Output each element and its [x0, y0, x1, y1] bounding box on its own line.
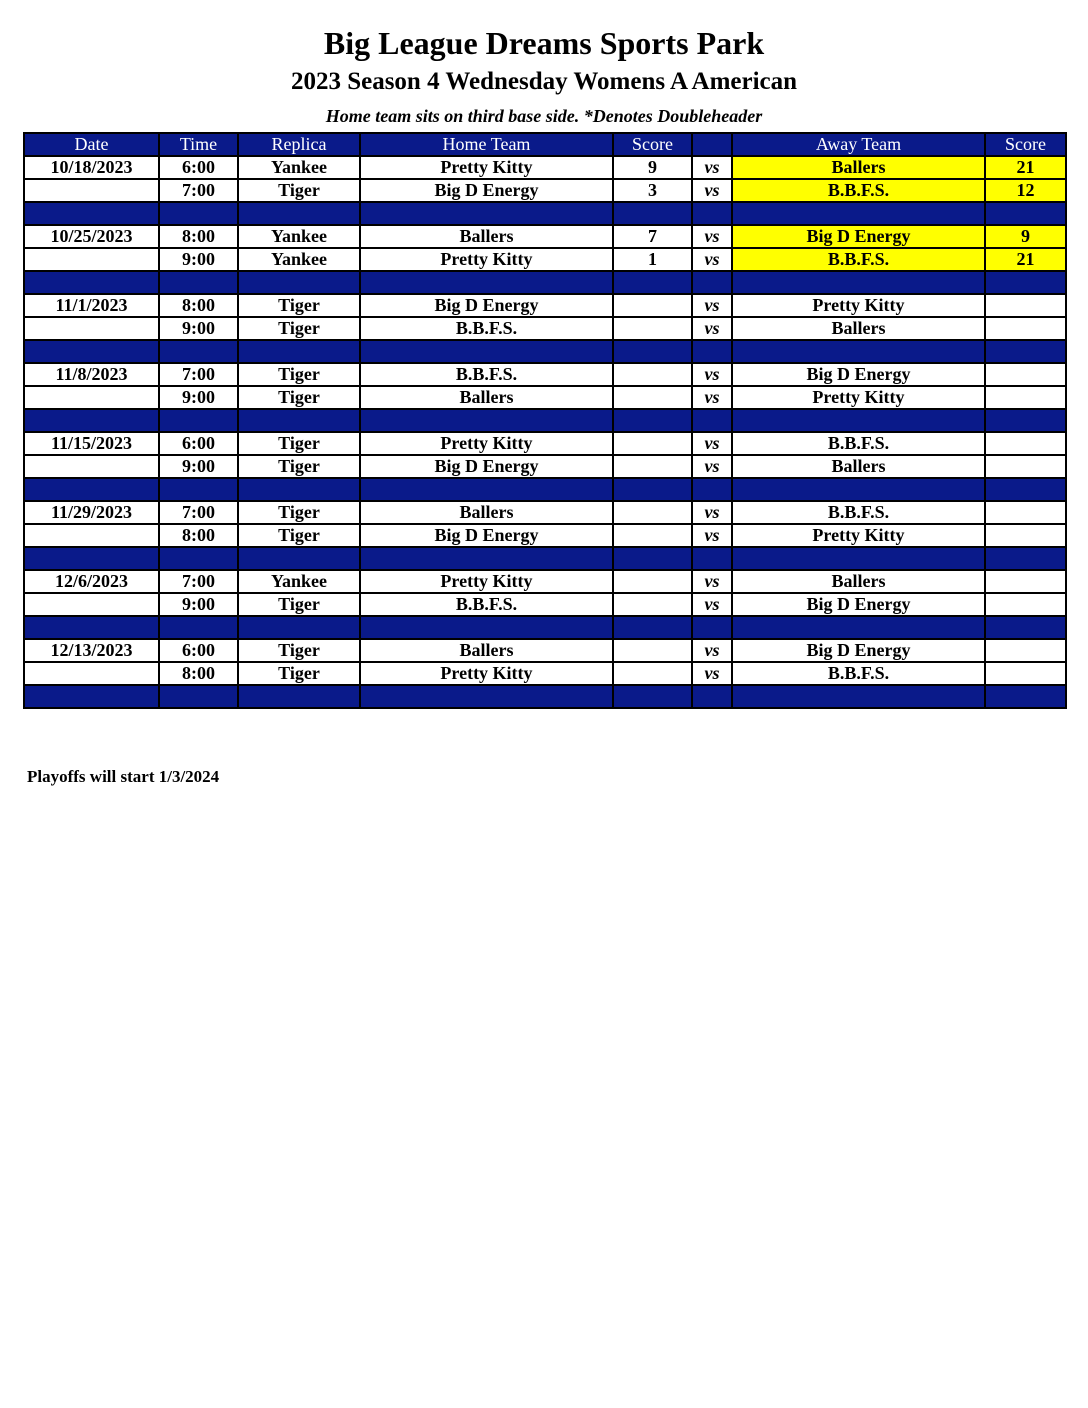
table-row — [24, 662, 1066, 685]
page-subtitle: 2023 Season 4 Wednesday Womens A American — [290, 68, 798, 95]
separator-row — [24, 616, 1066, 639]
home-team-cell: Big D Energy — [360, 455, 613, 478]
time-cell: 8:00 — [159, 662, 238, 685]
separator-cell — [985, 271, 1066, 294]
table-row — [24, 294, 1066, 317]
away-team-cell: Ballers — [732, 455, 985, 478]
separator-cell — [692, 547, 732, 570]
separator-cell — [613, 409, 692, 432]
vs-cell: vs — [692, 501, 732, 524]
separator-cell — [159, 340, 238, 363]
home-score-cell — [613, 317, 692, 340]
separator-cell — [24, 616, 159, 639]
vs-cell: vs — [692, 317, 732, 340]
date-cell — [24, 386, 159, 409]
separator-cell — [159, 478, 238, 501]
away-score-cell — [985, 662, 1066, 685]
separator-cell — [985, 409, 1066, 432]
date-cell: 11/29/2023 — [24, 501, 159, 524]
separator-cell — [238, 685, 360, 708]
replica-cell: Tiger — [238, 432, 360, 455]
away-team-cell: Big D Energy — [732, 639, 985, 662]
separator-cell — [360, 409, 613, 432]
home-score-cell: 1 — [613, 248, 692, 271]
away-score-cell — [985, 317, 1066, 340]
table-row — [24, 179, 1066, 202]
header-row — [24, 133, 1066, 156]
home-score-cell — [613, 662, 692, 685]
home-score-cell — [613, 386, 692, 409]
separator-cell — [238, 202, 360, 225]
time-cell: 8:00 — [159, 294, 238, 317]
away-score-cell — [985, 593, 1066, 616]
home-score-cell: 3 — [613, 179, 692, 202]
separator-row — [24, 547, 1066, 570]
home-score-cell — [613, 363, 692, 386]
separator-cell — [238, 478, 360, 501]
vs-cell: vs — [692, 432, 732, 455]
replica-cell: Tiger — [238, 317, 360, 340]
replica-cell: Tiger — [238, 294, 360, 317]
replica-cell: Tiger — [238, 662, 360, 685]
time-cell: 6:00 — [159, 432, 238, 455]
away-team-cell: Ballers — [732, 317, 985, 340]
time-cell: 6:00 — [159, 639, 238, 662]
separator-row — [24, 685, 1066, 708]
separator-cell — [692, 616, 732, 639]
date-cell — [24, 524, 159, 547]
away-score-cell: 9 — [985, 225, 1066, 248]
time-cell: 9:00 — [159, 248, 238, 271]
separator-cell — [238, 271, 360, 294]
playoffs-note: Playoffs will start 1/3/2024 — [27, 767, 220, 786]
column-header-date: Date — [24, 133, 159, 156]
table-row — [24, 432, 1066, 455]
home-team-cell: Ballers — [360, 639, 613, 662]
replica-cell: Yankee — [238, 248, 360, 271]
separator-cell — [692, 202, 732, 225]
separator-cell — [24, 409, 159, 432]
home-team-cell: Big D Energy — [360, 179, 613, 202]
separator-cell — [613, 616, 692, 639]
away-score-cell: 21 — [985, 156, 1066, 179]
home-team-cell: Pretty Kitty — [360, 156, 613, 179]
date-cell: 10/18/2023 — [24, 156, 159, 179]
separator-cell — [159, 685, 238, 708]
away-team-cell: Big D Energy — [732, 363, 985, 386]
separator-cell — [159, 271, 238, 294]
separator-cell — [159, 202, 238, 225]
separator-cell — [613, 547, 692, 570]
separator-cell — [692, 685, 732, 708]
separator-cell — [613, 685, 692, 708]
date-cell — [24, 593, 159, 616]
time-cell: 9:00 — [159, 455, 238, 478]
date-cell: 11/15/2023 — [24, 432, 159, 455]
away-team-cell: Pretty Kitty — [732, 524, 985, 547]
vs-cell: vs — [692, 639, 732, 662]
replica-cell: Tiger — [238, 455, 360, 478]
separator-cell — [985, 478, 1066, 501]
separator-cell — [360, 271, 613, 294]
time-cell: 7:00 — [159, 501, 238, 524]
page-title: Big League Dreams Sports Park — [323, 25, 765, 61]
separator-cell — [732, 685, 985, 708]
away-score-cell: 12 — [985, 179, 1066, 202]
separator-cell — [24, 340, 159, 363]
replica-cell: Tiger — [238, 386, 360, 409]
time-cell: 8:00 — [159, 225, 238, 248]
vs-cell: vs — [692, 225, 732, 248]
separator-cell — [238, 547, 360, 570]
home-team-cell: Big D Energy — [360, 524, 613, 547]
away-score-cell — [985, 363, 1066, 386]
away-score-cell — [985, 386, 1066, 409]
column-header-vs — [692, 133, 732, 156]
separator-row — [24, 271, 1066, 294]
time-cell: 7:00 — [159, 363, 238, 386]
separator-cell — [985, 202, 1066, 225]
replica-cell: Yankee — [238, 156, 360, 179]
separator-cell — [159, 616, 238, 639]
away-score-cell — [985, 639, 1066, 662]
home-score-cell — [613, 639, 692, 662]
replica-cell: Tiger — [238, 593, 360, 616]
home-team-cell: Ballers — [360, 225, 613, 248]
vs-cell: vs — [692, 294, 732, 317]
separator-cell — [360, 616, 613, 639]
schedule-body — [24, 156, 1066, 708]
separator-cell — [732, 202, 985, 225]
home-score-cell — [613, 432, 692, 455]
date-cell: 11/1/2023 — [24, 294, 159, 317]
schedule-table — [23, 132, 1067, 709]
separator-cell — [159, 547, 238, 570]
separator-row — [24, 340, 1066, 363]
separator-row — [24, 409, 1066, 432]
separator-cell — [24, 478, 159, 501]
replica-cell: Tiger — [238, 501, 360, 524]
separator-cell — [985, 616, 1066, 639]
separator-cell — [985, 685, 1066, 708]
away-team-cell: B.B.F.S. — [732, 432, 985, 455]
home-score-cell: 7 — [613, 225, 692, 248]
home-team-cell: Pretty Kitty — [360, 662, 613, 685]
separator-cell — [360, 547, 613, 570]
separator-cell — [360, 202, 613, 225]
table-row — [24, 593, 1066, 616]
separator-cell — [732, 616, 985, 639]
date-cell — [24, 317, 159, 340]
away-team-cell: Pretty Kitty — [732, 294, 985, 317]
separator-cell — [692, 478, 732, 501]
vs-cell: vs — [692, 455, 732, 478]
table-row — [24, 225, 1066, 248]
separator-cell — [24, 685, 159, 708]
separator-cell — [613, 478, 692, 501]
date-cell: 11/8/2023 — [24, 363, 159, 386]
column-header-time: Time — [159, 133, 238, 156]
home-team-cell: Pretty Kitty — [360, 570, 613, 593]
away-score-cell — [985, 570, 1066, 593]
date-cell — [24, 179, 159, 202]
separator-cell — [24, 202, 159, 225]
home-score-cell — [613, 294, 692, 317]
vs-cell: vs — [692, 248, 732, 271]
time-cell: 9:00 — [159, 386, 238, 409]
away-score-cell — [985, 432, 1066, 455]
column-header-replica: Replica — [238, 133, 360, 156]
separator-cell — [24, 271, 159, 294]
table-row — [24, 639, 1066, 662]
home-team-cell: B.B.F.S. — [360, 593, 613, 616]
separator-cell — [360, 340, 613, 363]
home-score-cell — [613, 524, 692, 547]
home-team-cell: B.B.F.S. — [360, 363, 613, 386]
away-team-cell: Big D Energy — [732, 593, 985, 616]
date-cell — [24, 662, 159, 685]
separator-cell — [732, 409, 985, 432]
column-header-home-score: Score — [613, 133, 692, 156]
away-team-cell: B.B.F.S. — [732, 662, 985, 685]
away-score-cell — [985, 501, 1066, 524]
separator-cell — [238, 340, 360, 363]
separator-row — [24, 202, 1066, 225]
separator-cell — [24, 547, 159, 570]
time-cell: 7:00 — [159, 179, 238, 202]
schedule-note: Home team sits on third base side. *Denotes Doubleheader — [325, 106, 763, 126]
table-row — [24, 248, 1066, 271]
vs-cell: vs — [692, 386, 732, 409]
away-team-cell: B.B.F.S. — [732, 248, 985, 271]
home-team-cell: B.B.F.S. — [360, 317, 613, 340]
away-team-cell: Ballers — [732, 156, 985, 179]
table-row — [24, 386, 1066, 409]
time-cell: 9:00 — [159, 317, 238, 340]
replica-cell: Yankee — [238, 570, 360, 593]
date-cell: 12/6/2023 — [24, 570, 159, 593]
away-team-cell: B.B.F.S. — [732, 501, 985, 524]
replica-cell: Tiger — [238, 639, 360, 662]
separator-cell — [360, 685, 613, 708]
column-header-home-team: Home Team — [360, 133, 613, 156]
vs-cell: vs — [692, 662, 732, 685]
separator-cell — [985, 340, 1066, 363]
home-score-cell: 9 — [613, 156, 692, 179]
table-row — [24, 363, 1066, 386]
table-row — [24, 156, 1066, 179]
date-cell: 12/13/2023 — [24, 639, 159, 662]
date-cell — [24, 455, 159, 478]
separator-cell — [613, 271, 692, 294]
separator-cell — [360, 478, 613, 501]
away-score-cell: 21 — [985, 248, 1066, 271]
separator-cell — [613, 340, 692, 363]
home-team-cell: Pretty Kitty — [360, 432, 613, 455]
home-score-cell — [613, 501, 692, 524]
time-cell: 6:00 — [159, 156, 238, 179]
home-team-cell: Pretty Kitty — [360, 248, 613, 271]
separator-cell — [159, 409, 238, 432]
home-team-cell: Big D Energy — [360, 294, 613, 317]
separator-cell — [732, 547, 985, 570]
separator-cell — [692, 340, 732, 363]
separator-cell — [732, 478, 985, 501]
separator-cell — [985, 547, 1066, 570]
replica-cell: Tiger — [238, 363, 360, 386]
time-cell: 9:00 — [159, 593, 238, 616]
separator-cell — [613, 202, 692, 225]
home-score-cell — [613, 593, 692, 616]
replica-cell: Tiger — [238, 524, 360, 547]
away-score-cell — [985, 455, 1066, 478]
away-team-cell: Pretty Kitty — [732, 386, 985, 409]
away-team-cell: B.B.F.S. — [732, 179, 985, 202]
separator-cell — [238, 409, 360, 432]
vs-cell: vs — [692, 593, 732, 616]
time-cell: 7:00 — [159, 570, 238, 593]
replica-cell: Tiger — [238, 179, 360, 202]
date-cell — [24, 248, 159, 271]
vs-cell: vs — [692, 179, 732, 202]
away-team-cell: Ballers — [732, 570, 985, 593]
vs-cell: vs — [692, 570, 732, 593]
time-cell: 8:00 — [159, 524, 238, 547]
separator-cell — [732, 340, 985, 363]
table-row — [24, 455, 1066, 478]
away-score-cell — [985, 294, 1066, 317]
vs-cell: vs — [692, 156, 732, 179]
separator-cell — [732, 271, 985, 294]
home-team-cell: Ballers — [360, 386, 613, 409]
home-score-cell — [613, 455, 692, 478]
separator-cell — [692, 409, 732, 432]
home-team-cell: Ballers — [360, 501, 613, 524]
table-row — [24, 570, 1066, 593]
replica-cell: Yankee — [238, 225, 360, 248]
column-header-away-team: Away Team — [732, 133, 985, 156]
away-team-cell: Big D Energy — [732, 225, 985, 248]
table-row — [24, 317, 1066, 340]
vs-cell: vs — [692, 524, 732, 547]
separator-cell — [692, 271, 732, 294]
column-header-away-score: Score — [985, 133, 1066, 156]
table-row — [24, 501, 1066, 524]
separator-cell — [238, 616, 360, 639]
table-row — [24, 524, 1066, 547]
separator-row — [24, 478, 1066, 501]
away-score-cell — [985, 524, 1066, 547]
home-score-cell — [613, 570, 692, 593]
vs-cell: vs — [692, 363, 732, 386]
date-cell: 10/25/2023 — [24, 225, 159, 248]
